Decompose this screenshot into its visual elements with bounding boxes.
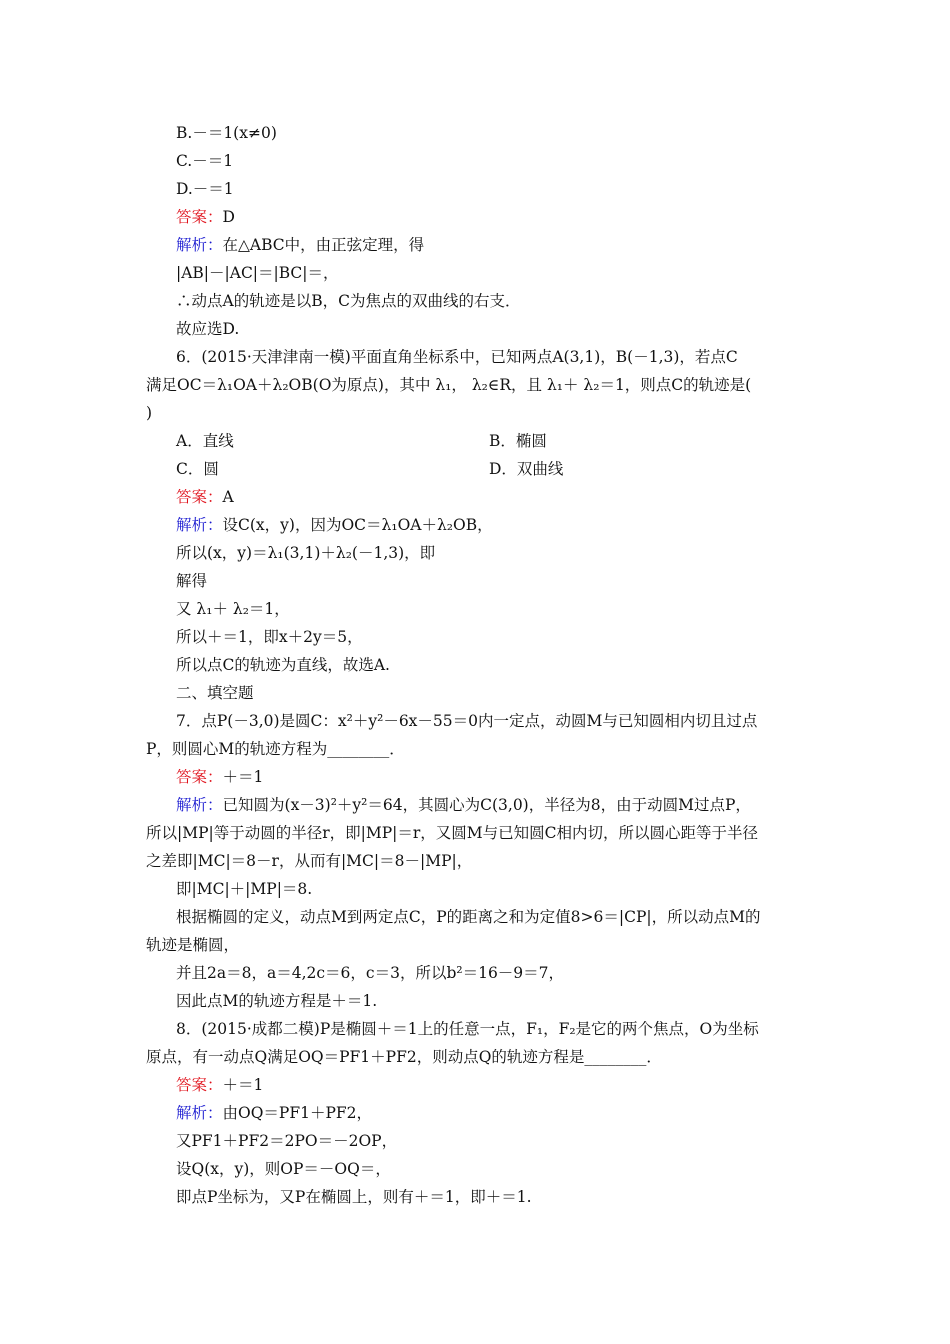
option-c-line: C.－＝1: [176, 152, 234, 170]
solution-text: 设C(x，y)，因为OC＝λ₁OA＋λ₂OB，: [222, 516, 493, 534]
text-line: 所以(x，y)＝λ₁(3,1)＋λ₂(－1,3)，即: [176, 544, 436, 562]
question-6-line-2: 满足OC＝λ₁OA＋λ₂OB(O为原点)，其中 λ₁， λ₂∈R，且 λ₁＋ λ₂＝1，则点C的轨迹是(: [146, 376, 752, 394]
answer-line-3: [176, 767, 263, 787]
solution-label: 解析：: [176, 796, 223, 814]
solution-label: 解析：: [176, 516, 223, 534]
choice-c: C．圆: [176, 460, 219, 478]
question-6-line-1: 6．(2015·天津津南一模)平面直角坐标系中，已知两点A(3,1)，B(－1,3)，若点C: [176, 348, 738, 366]
answer-line-1: [176, 207, 235, 227]
text-line: 故应选D.: [176, 320, 240, 338]
text-line: ∴动点A的轨迹是以B，C为焦点的双曲线的右支．: [176, 292, 521, 310]
solution-line-2: [176, 515, 493, 535]
text-line: 所以点C的轨迹为直线，故选A.: [176, 656, 390, 674]
option-d-line: D.－＝1: [176, 180, 234, 198]
text-line: 所以|MP|等于动圆的半径r，即|MP|＝r，又圆M与已知圆C相内切，所以圆心距等于半径: [146, 824, 759, 842]
answer-label: 答案：: [176, 488, 223, 506]
text-line: |AB|－|AC|＝|BC|＝，: [176, 264, 339, 282]
question-7-line-2: P，则圆心M的轨迹方程为________．: [146, 740, 405, 758]
solution-line-1: [176, 235, 424, 255]
question-6-line-3: ): [146, 404, 153, 422]
question-8-line-1: 8．(2015·成都二模)P是椭圆＋＝1上的任意一点，F₁，F₂是它的两个焦点，O为坐标: [176, 1020, 759, 1038]
text-line: 设Q(x，y)，则OP＝－OQ＝，: [176, 1160, 391, 1178]
text-line: 根据椭圆的定义，动点M到两定点C，P的距离之和为定值8>6＝|CP|，所以动点M的: [176, 908, 761, 926]
solution-text: 在△ABC中，由正弦定理，得: [222, 236, 425, 254]
solution-line-3: [176, 795, 751, 815]
solution-line-4: [176, 1103, 372, 1123]
text-line: 所以＋＝1，即x＋2y＝5，: [176, 628, 363, 646]
answer-line-2: [176, 487, 234, 507]
text-line: 轨迹是椭圆，: [146, 936, 240, 954]
text-line: 即|MC|＋|MP|＝8.: [176, 880, 313, 898]
answer-value: A: [222, 488, 234, 506]
text-line: 又 λ₁＋ λ₂＝1，: [176, 600, 290, 618]
solution-label: 解析：: [176, 236, 223, 254]
choice-d: D．双曲线: [489, 460, 564, 478]
answer-label: 答案：: [176, 1076, 223, 1094]
solution-label: 解析：: [176, 1104, 223, 1122]
section-heading: 二、填空题: [176, 684, 254, 702]
question-8-line-2: 原点，有一动点Q满足OQ＝PF1＋PF2，则动点Q的轨迹方程是________．: [146, 1048, 662, 1066]
choice-b: B．椭圆: [489, 432, 547, 450]
text-line: 并且2a＝8，a＝4,2c＝6，c＝3，所以b²＝16－9＝7，: [176, 964, 565, 982]
solution-text: 由OQ＝PF1＋PF2，: [222, 1104, 373, 1122]
answer-value: ＋＝1: [222, 768, 264, 786]
answer-value: D: [222, 208, 235, 226]
choice-a: A．直线: [176, 432, 234, 450]
text-line: 解得: [176, 572, 208, 590]
text-line: 之差即|MC|＝8－r，从而有|MC|＝8－|MP|，: [146, 852, 473, 870]
solution-text: 已知圆为(x－3)²＋y²＝64，其圆心为C(3,0)，半径为8，由于动圆M过点P，: [222, 796, 751, 814]
question-7-line-1: 7．点P(－3,0)是圆C：x²＋y²－6x－55＝0内一定点，动圆M与已知圆相内切且过点: [176, 712, 758, 730]
answer-label: 答案：: [176, 208, 223, 226]
text-line: 又PF1＋PF2＝2PO＝－2OP，: [176, 1132, 398, 1150]
text-line: 因此点M的轨迹方程是＋＝1.: [176, 992, 378, 1010]
option-b-line: B.－＝1(x≠0): [176, 124, 277, 142]
answer-line-4: [176, 1075, 263, 1095]
text-line: 即点P坐标为，又P在椭圆上，则有＋＝1，即＋＝1.: [176, 1188, 532, 1206]
answer-label: 答案：: [176, 768, 223, 786]
answer-value: ＋＝1: [222, 1076, 264, 1094]
